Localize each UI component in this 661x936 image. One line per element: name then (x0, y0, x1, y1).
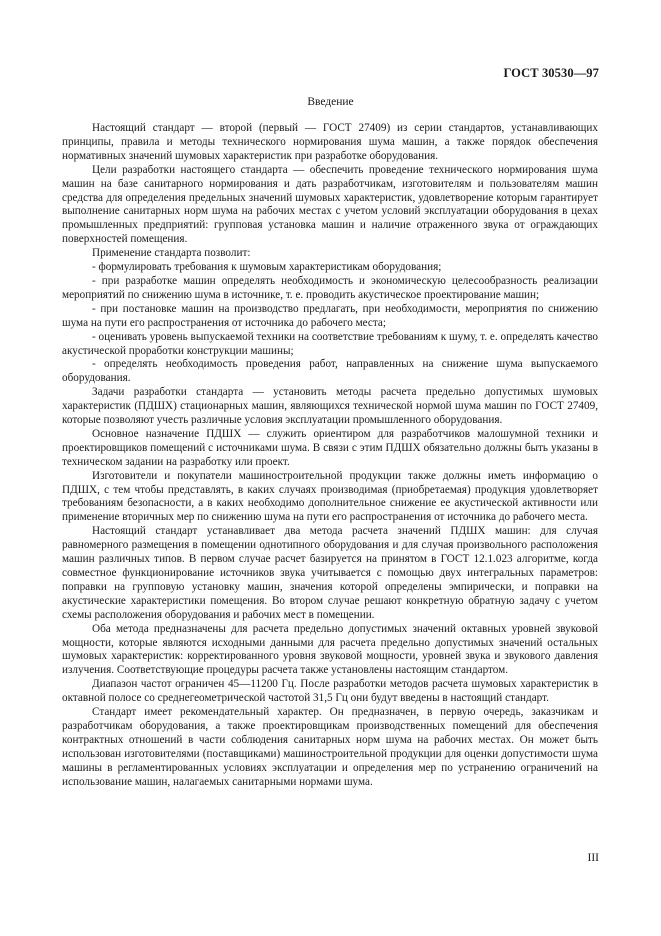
paragraph: Настоящий стандарт устанавливает два метода расчета значений ПДШХ машин: для случая равномерного размещения в помещении однотипного оборудования и для случая произвольного расположения машин различных типов. В первом случае расчет базируется на принятом в ГОСТ 12.1.023 алгоритме, когда совместное функционирование источников звука учитывается с помощью двух интегральных параметров: поправки на групповую установку машин, значения которой определены эмпирически, и поправки на акустические характеристики помещения. Во втором случае решают конкретную обратную задачу с учетом схемы расположения оборудования и рабочих мест в помещении. (62, 525, 598, 621)
paragraph: Применение стандарта позволит: (92, 247, 251, 260)
paragraph: Оба метода предназначены для расчета предельно допустимых значений октавных уровней звуковой мощности, которые являются исходными данными для расчета предельно допустимых значений остальных шумовых характеристик: корректированного уровня звуковой мощности, уровней звука и звукового давления излучения. Соответствующие процедуры расчета также установлены настоящим стандартом. (62, 622, 598, 677)
paragraph: Стандарт имеет рекомендательный характер. Он предназначен, в первую очередь, заказчикам и разработчикам оборудования, а также проектировщикам производственных помещений для обеспечения контрактных отношений в части соблюдения санитарных норм шума на рабочих местах. Он может быть использован изготовителями (поставщиками) машиностроительной продукции для оценки допустимости шума машины в регламентированных условиях эксплуатации и определения мер по устранению ограничений на использование машин, налагаемых санитарными нормами шума. (62, 706, 598, 788)
list-item: - оценивать уровень выпускаемой техники на соответствие требованиям к шуму, т. е. определять качество акустической проработки конструкции машины; (62, 330, 598, 357)
paragraph: Цели разработки настоящего стандарта — обеспечить проведение технического нормирования шума машин на базе санитарного нормирования и дать разработчикам, изготовителям и пользователям машин средства для определения предельных значений шумовых характеристик, удовлетворение которым гарантирует выполнение санитарных норм шума на рабочих местах с учетом условий эксплуатации оборудования в цехах промышленных предприятий: групповая установка машин и наличие отраженного звука от ограждающих поверхностей помещения. (62, 163, 598, 246)
list-item: - определять необходимость проведения работ, направленных на снижение шума выпускаемого оборудования. (62, 358, 598, 385)
paragraph: Основное назначение ПДШХ — служить ориентиром для разработчиков малошумной техники и проектировщиков помещений с источниками шума. В связи с этим ПДШХ обязательно должны быть указаны в техническом задании на разработку или проект. (62, 427, 598, 468)
paragraph: Диапазон частот ограничен 45—11200 Гц. После разработки методов расчета шумовых характеристик в октавной полосе со среднегеометрической частотой 31,5 Гц они будут введены в настоящий стандарт. (62, 678, 598, 705)
paragraph: Настоящий стандарт — второй (первый — ГОСТ 27409) из серии стандартов, устанавливающих принципы, правила и методы технического нормирования шума машин, а также порядок обеспечения нормативных значений шумовых характеристик при разработке оборудования. (62, 122, 598, 162)
page-number: III (587, 852, 599, 864)
list-item: - формулировать требования к шумовым характеристикам оборудования; (92, 261, 442, 274)
paragraph: Задачи разработки стандарта — установить методы расчета предельно допустимых шумовых характеристик (ПДШХ) стационарных машин, являющихся технической нормой шума машин по ГОСТ 27409, которые позволяют учесть различные условия эксплуатации промышленного оборудования. (62, 386, 598, 427)
document-code: ГОСТ 30530—97 (503, 66, 599, 80)
body-text (62, 122, 598, 790)
section-title: Введение (307, 96, 354, 108)
list-item: - при разработке машин определять необходимость и экономическую целесообразность реализации мероприятий по снижению шума в источнике, т. е. проводить акустическое проектирование машин; (62, 274, 598, 301)
paragraph: Изготовители и покупатели машиностроительной продукции также должны иметь информацию о ПДШХ, с тем чтобы представлять, в каких случаях производимая (приобретаемая) продукция удовлетворяет требованиям безопасности, а в каких необходимо дополнительное снижение ее акустической активности или применение вторичных мер по снижению шума на пути его распространения от источника до рабочего места. (62, 469, 598, 524)
list-item: - при постановке машин на производство предлагать, при необходимости, мероприятия по снижению шума на пути его распространения от источника до рабочего места; (62, 302, 598, 329)
